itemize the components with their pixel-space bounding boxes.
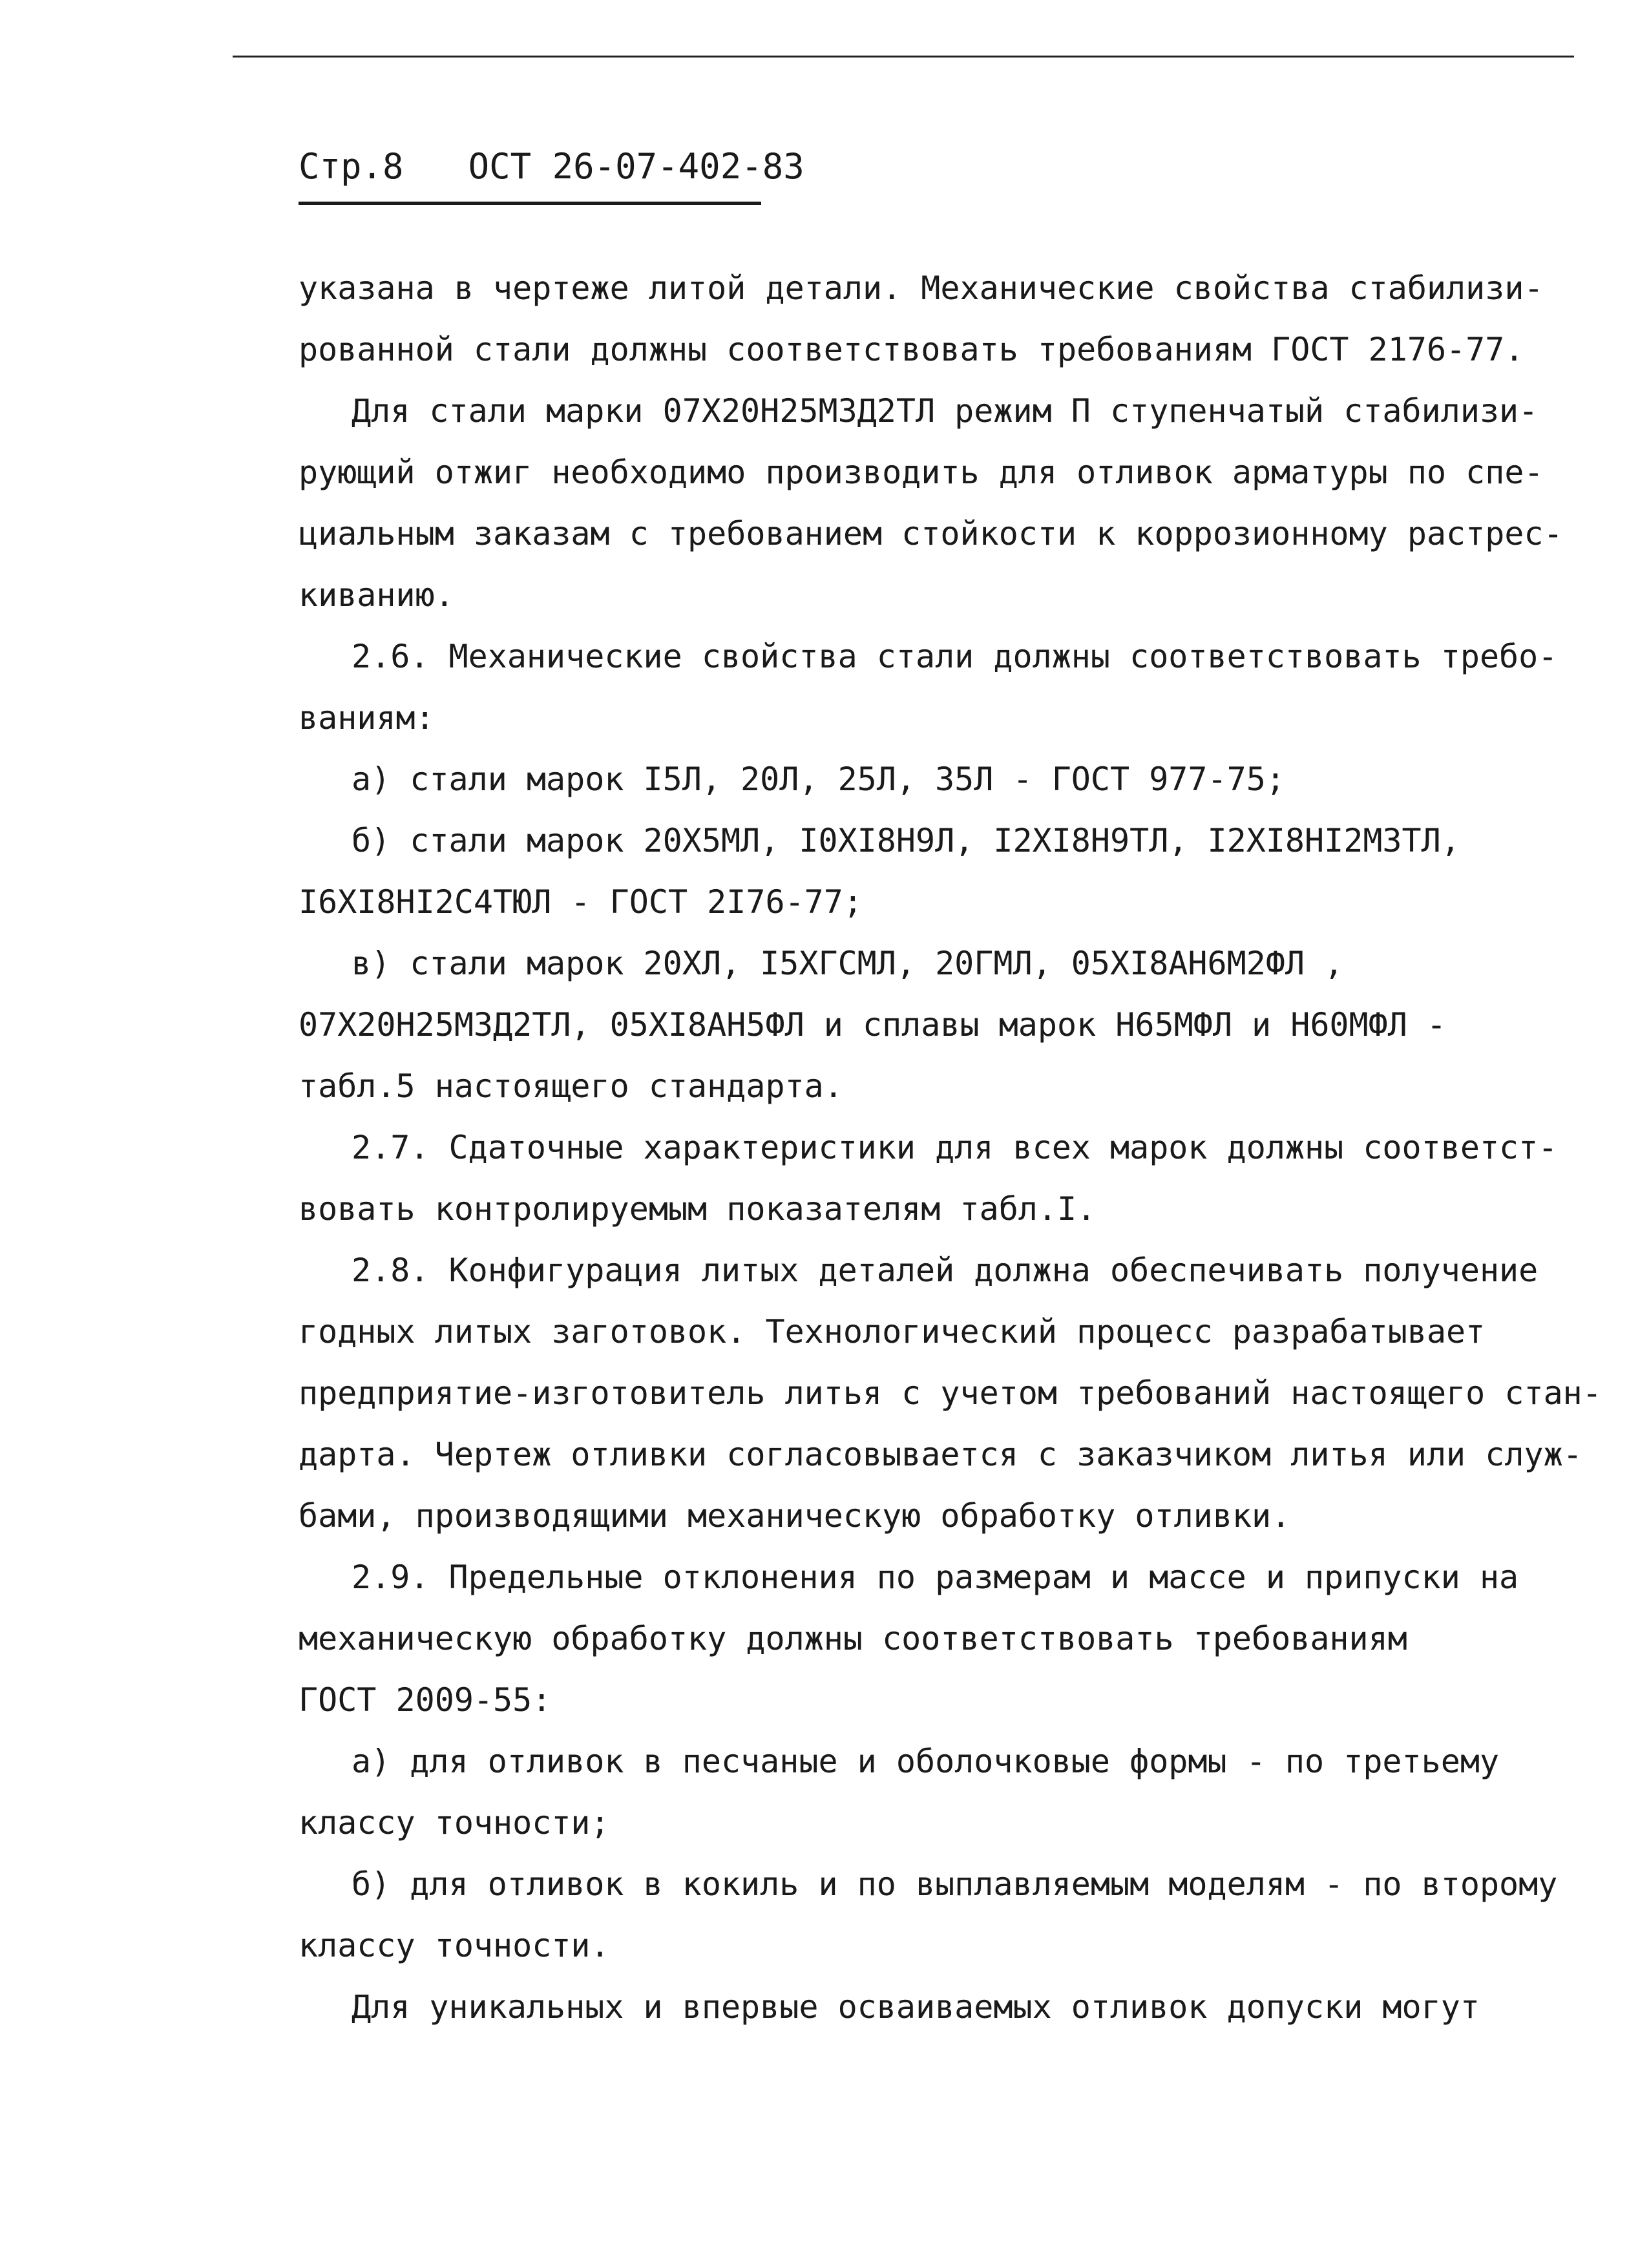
text-line: ваниям:	[299, 699, 435, 737]
text-line: годных литых заготовок. Технологический процесс разрабатывает	[299, 1313, 1486, 1350]
text-line: 07Х20Н25М3Д2ТЛ, 05ХI8АН5ФЛ и сплавы марок Н65МФЛ и Н60МФЛ -	[299, 1006, 1447, 1044]
text-line: ГОСТ 2009-55:	[299, 1681, 552, 1719]
text-line: I6ХI8НI2С4ТЮЛ - ГОСТ 2I76-77;	[299, 883, 863, 921]
text-line: 2.8. Конфигурация литых деталей должна обеспечивать получение	[352, 1252, 1539, 1289]
text-line: в) стали марок 20ХЛ, I5ХГСМЛ, 20ГМЛ, 05ХI8АН6М2ФЛ ,	[352, 945, 1344, 982]
text-line: киванию.	[299, 576, 454, 614]
text-line: рующий отжиг необходимо производить для отливок арматуры по спе-	[299, 454, 1544, 491]
text-line: вовать контролируемым показателям табл.I.	[299, 1190, 1097, 1228]
text-line: а) стали марок I5Л, 20Л, 25Л, 35Л - ГОСТ 977-75;	[352, 761, 1285, 798]
text-line: 2.7. Сдаточные характеристики для всех марок должны соответст-	[352, 1129, 1558, 1166]
top-rule	[233, 56, 1574, 58]
text-line: Для уникальных и впервые осваиваемых отливок допуски могут	[352, 1988, 1480, 2026]
text-line: циальным заказам с требованием стойкости к коррозионному растрес-	[299, 515, 1563, 552]
text-line: 2.6. Механические свойства стали должны соответствовать требо-	[352, 638, 1558, 675]
text-line: рованной стали должны соответствовать требованиям ГОСТ 2176-77.	[299, 331, 1524, 368]
text-line: бами, производящими механическую обработку отливки.	[299, 1497, 1291, 1535]
text-line: классу точности.	[299, 1927, 610, 1964]
text-line: указана в чертеже литой детали. Механические свойства стабилизи-	[299, 269, 1544, 307]
text-line: 2.9. Предельные отклонения по размерам и массе и припуски на	[352, 1559, 1519, 1596]
text-line: механическую обработку должны соответствовать требованиям	[299, 1620, 1407, 1657]
text-line: а) для отливок в песчаные и оболочковые формы - по третьему	[352, 1743, 1500, 1780]
text-line: б) для отливок в кокиль и по выплавляемым моделям - по второму	[352, 1865, 1558, 1903]
text-line: Для стали марки 07Х20Н25М3Д2ТЛ режим П ступенчатый стабилизи-	[352, 392, 1539, 430]
header-underline	[299, 202, 761, 205]
text-line: дарта. Чертеж отливки согласовывается с заказчиком литья или служ-	[299, 1436, 1582, 1473]
text-line: табл.5 настоящего стандарта.	[299, 1067, 843, 1105]
text-line: предприятие-изготовитель литья с учетом требований настоящего стан-	[299, 1374, 1602, 1412]
page-number: Стр.8	[299, 146, 404, 187]
text-line: б) стали марок 20Х5МЛ, I0ХI8Н9Л, I2ХI8Н9ТЛ, I2ХI8НI2М3ТЛ,	[352, 822, 1460, 859]
standard-code: ОСТ 26-07-402-83	[468, 146, 804, 187]
text-line: классу точности;	[299, 1804, 610, 1842]
page-header	[299, 146, 804, 187]
